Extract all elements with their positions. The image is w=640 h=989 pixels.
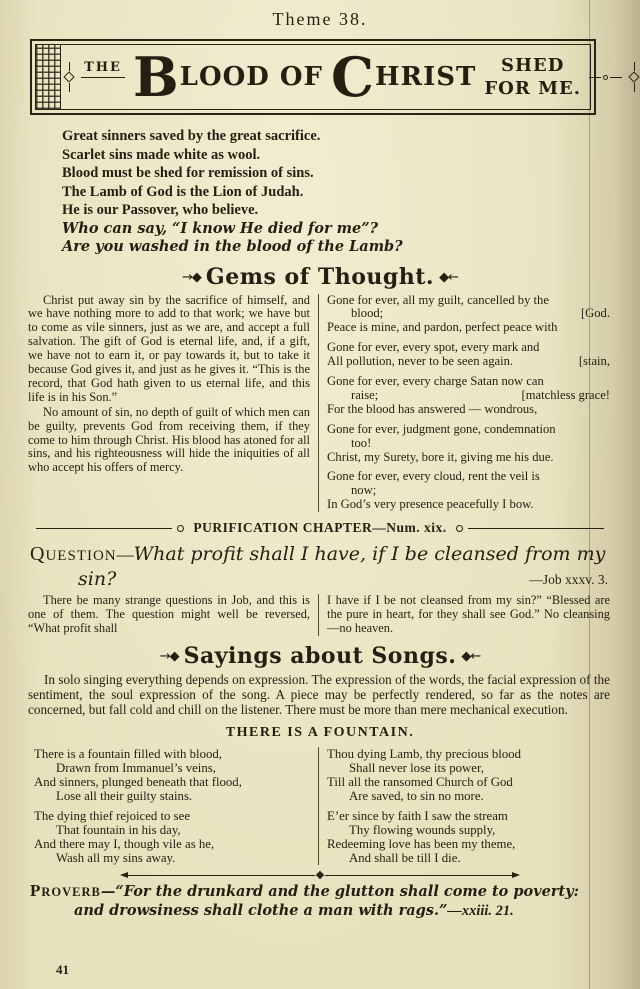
verse-line: raise; [matchless grace! xyxy=(351,387,610,402)
verse-line: In God’s very presence peacefully I bow. xyxy=(327,497,534,512)
hymn-right-column xyxy=(319,747,610,865)
sayings-about-songs-heading xyxy=(0,643,640,669)
intro-line-italic: Who can say, “I know He died for me”? xyxy=(62,219,379,237)
verse-line: Gone for ever, judgment gone, condemnation xyxy=(327,421,556,436)
diamond-ornament-right-icon xyxy=(630,62,638,92)
hymn-line: There is a fountain filled with blood, xyxy=(34,747,222,762)
proverb-label-initial: P xyxy=(30,881,42,901)
dash-circle-ornament-icon xyxy=(589,75,622,80)
intro-line: Great sinners saved by the great sacrifice. xyxy=(62,128,321,144)
divider-line xyxy=(468,528,604,529)
question-paragraph: There be many strange questions in Job, and this is one of them. The question might well be reversed, “What profit shall xyxy=(28,593,310,635)
proverb-text: —“For the drunkard and the glutton shall come to poverty: and drowsiness shall clothe a man with rags.” xyxy=(74,883,579,919)
proverb-divider xyxy=(120,872,520,878)
banner-word2: HRIST xyxy=(374,62,477,92)
verse-line: Gone for ever, every spot, every mark and xyxy=(327,340,540,355)
page-number: 41 xyxy=(56,962,69,977)
title-banner xyxy=(30,39,596,115)
hymn-line: And shall be till I die. xyxy=(349,851,461,866)
arrow-left-icon xyxy=(120,872,128,878)
diamond-icon xyxy=(316,871,324,879)
heading-ornament-right-icon: ◆← xyxy=(461,648,481,664)
arrow-right-icon xyxy=(512,872,520,878)
proverb-reference: —xxiii. 21. xyxy=(447,902,514,919)
hymn-left-column xyxy=(28,747,319,865)
gems-paragraph: Christ put away sin by the sacrifice of himself, and we have nothing more to add to that work; we have but to come as vile sinners, just as we are, and accept a full salvation. The gift of God is eternal life, and, if a gift, we have not to earn it, or pay towards it, but to take it because God gives it, and just as he gives it. “This is the record, that God hath given to us eternal life, and this life is in his Son.” xyxy=(28,292,310,404)
banner-the-rule xyxy=(81,77,125,78)
purification-divider xyxy=(36,520,604,536)
question-label: UESTION xyxy=(45,548,117,565)
greek-key-border-left-icon xyxy=(36,45,61,109)
banner-word1: LOOD OF xyxy=(179,62,323,92)
verse-line: blood; [God. xyxy=(351,306,610,321)
hymn-line: And sinners, plunged beneath that flood, xyxy=(34,775,242,790)
verse-line: Gone for ever, every charge Satan now can xyxy=(327,374,544,389)
verse-line: Gone for ever, all my guilt, cancelled by the xyxy=(327,292,549,307)
gems-left-column xyxy=(28,294,319,513)
hymn-line: Wash all my sins away. xyxy=(56,851,176,866)
banner-initial-b: B xyxy=(133,45,180,109)
banner-shed-line2: FOR ME. xyxy=(484,78,582,99)
heading-ornament-right-icon: ◆← xyxy=(439,269,458,285)
hymn-line: Are saved, to sin no more. xyxy=(349,789,484,804)
intro-line-italic: Are you washed in the blood of the Lamb? xyxy=(62,238,403,255)
verse-line: All pollution, never to be seen again. [stain, xyxy=(327,354,610,369)
banner-shed-for-me xyxy=(484,54,581,101)
banner-the-label: THE xyxy=(84,60,122,75)
hymn-title: THERE IS A FOUNTAIN. xyxy=(225,725,415,741)
question-paragraph: I have if I be not cleansed from my sin?” “Blessed are the pure in heart, for they shall see God.” No cleansing—no heaven. xyxy=(327,593,610,635)
question-right-column xyxy=(319,594,610,636)
hymn-line: Shall never lose its power, xyxy=(349,761,484,776)
intro-statements xyxy=(62,127,610,257)
diamond-ornament-left-icon xyxy=(65,62,73,92)
gems-columns xyxy=(28,294,610,513)
verse-line: For the blood has answered — wondrous, xyxy=(327,401,538,416)
hymn-line: E’er since by faith I saw the stream xyxy=(327,809,508,824)
intro-line: Scarlet sins made white as wool. xyxy=(62,146,261,163)
intro-line: He is our Passover, who believe. xyxy=(62,202,259,218)
scroll-ornament-icon xyxy=(177,525,184,532)
intro-line: Blood must be shed for remission of sins. xyxy=(62,165,314,181)
hymn-line: That fountain in his day, xyxy=(56,823,181,838)
question-columns xyxy=(28,594,610,636)
divider-line xyxy=(128,875,315,876)
gems-heading-text: Gems of Thought. xyxy=(205,263,435,290)
hymn-line: Thy flowing wounds supply, xyxy=(349,823,496,838)
verse-line: Peace is mine, and pardon, perfect peace with xyxy=(327,320,558,335)
scroll-ornament-icon xyxy=(456,525,463,532)
question-reference: —Job xxxv. 3. xyxy=(529,572,608,588)
sayings-heading-text: Sayings about Songs. xyxy=(183,642,457,669)
hymn-line: Till all the ransomed Church of God xyxy=(327,775,513,790)
hymn-stanza xyxy=(327,747,610,803)
intro-line: The Lamb of God is the Lion of Judah. xyxy=(62,183,304,200)
proverb-label: ROVERB xyxy=(41,885,101,900)
hymn-stanza xyxy=(327,809,610,865)
question-label-initial: Q xyxy=(30,543,46,566)
hymn-line: Thou dying Lamb, thy precious blood xyxy=(327,747,522,762)
hymn-line: Lose all their guilty stains. xyxy=(56,789,193,804)
hymn-line: Drawn from Immanuel’s veins, xyxy=(56,761,216,776)
page-edge xyxy=(589,0,590,989)
hymn-stanza xyxy=(34,747,310,803)
proverb-block xyxy=(30,882,600,920)
question-block: QUESTION—What profit shall I have, if I be cleansed from my sin? —Job xxxv. 3. xyxy=(30,543,608,591)
heading-ornament-left-icon: →◆ xyxy=(182,269,201,285)
divider-line xyxy=(36,528,172,529)
verse-line: too! xyxy=(351,435,372,450)
hymn-line: Redeeming love has been my theme, xyxy=(327,837,516,852)
heading-ornament-left-icon: →◆ xyxy=(159,648,179,664)
hymn-line: The dying thief rejoiced to see xyxy=(34,809,190,824)
verse-line: now; xyxy=(351,483,377,498)
gems-paragraph: No amount of sin, no depth of guilt of which men can be guilty, prevents God from receiving them, if they come to him through Christ. His blood has atoned for all sins, and his righteousness will hide the iniquities of all who accept his offers of mercy. xyxy=(28,404,310,475)
banner-the-block xyxy=(81,60,125,78)
banner-initial-c: C xyxy=(330,45,375,109)
banner-shed-line1: SHED xyxy=(501,54,565,76)
question-text: What profit shall I have, if I be cleansed from my sin? xyxy=(78,543,606,591)
theme-heading: Theme 38. xyxy=(272,9,368,29)
banner-title xyxy=(133,45,477,109)
hymn-line: And there may I, though vile as he, xyxy=(34,837,215,852)
sayings-paragraph: In solo singing everything depends on expression. The expression of the words, the facial expression of the sentiment, the soul expression of the song. A piece may be perfectly rendered, so far as the notes are concerned, but fall cold and chill on the listener. There must be more than mere mechanical execution. xyxy=(28,671,610,717)
verse-line: Christ, my Surety, bore it, giving me his due. xyxy=(327,449,554,464)
hymn-stanza xyxy=(34,809,310,865)
verse-line: Gone for ever, every cloud, rent the veil is xyxy=(327,469,540,484)
question-left-column xyxy=(28,594,319,636)
title-banner-core xyxy=(61,45,640,109)
purification-label: PURIFICATION CHAPTER—Num. xix. xyxy=(193,520,447,536)
title-banner-frame xyxy=(35,44,591,110)
gems-right-column xyxy=(319,294,610,513)
gems-of-thought-heading xyxy=(0,264,640,290)
hymn-columns xyxy=(28,747,610,865)
divider-line xyxy=(325,875,512,876)
